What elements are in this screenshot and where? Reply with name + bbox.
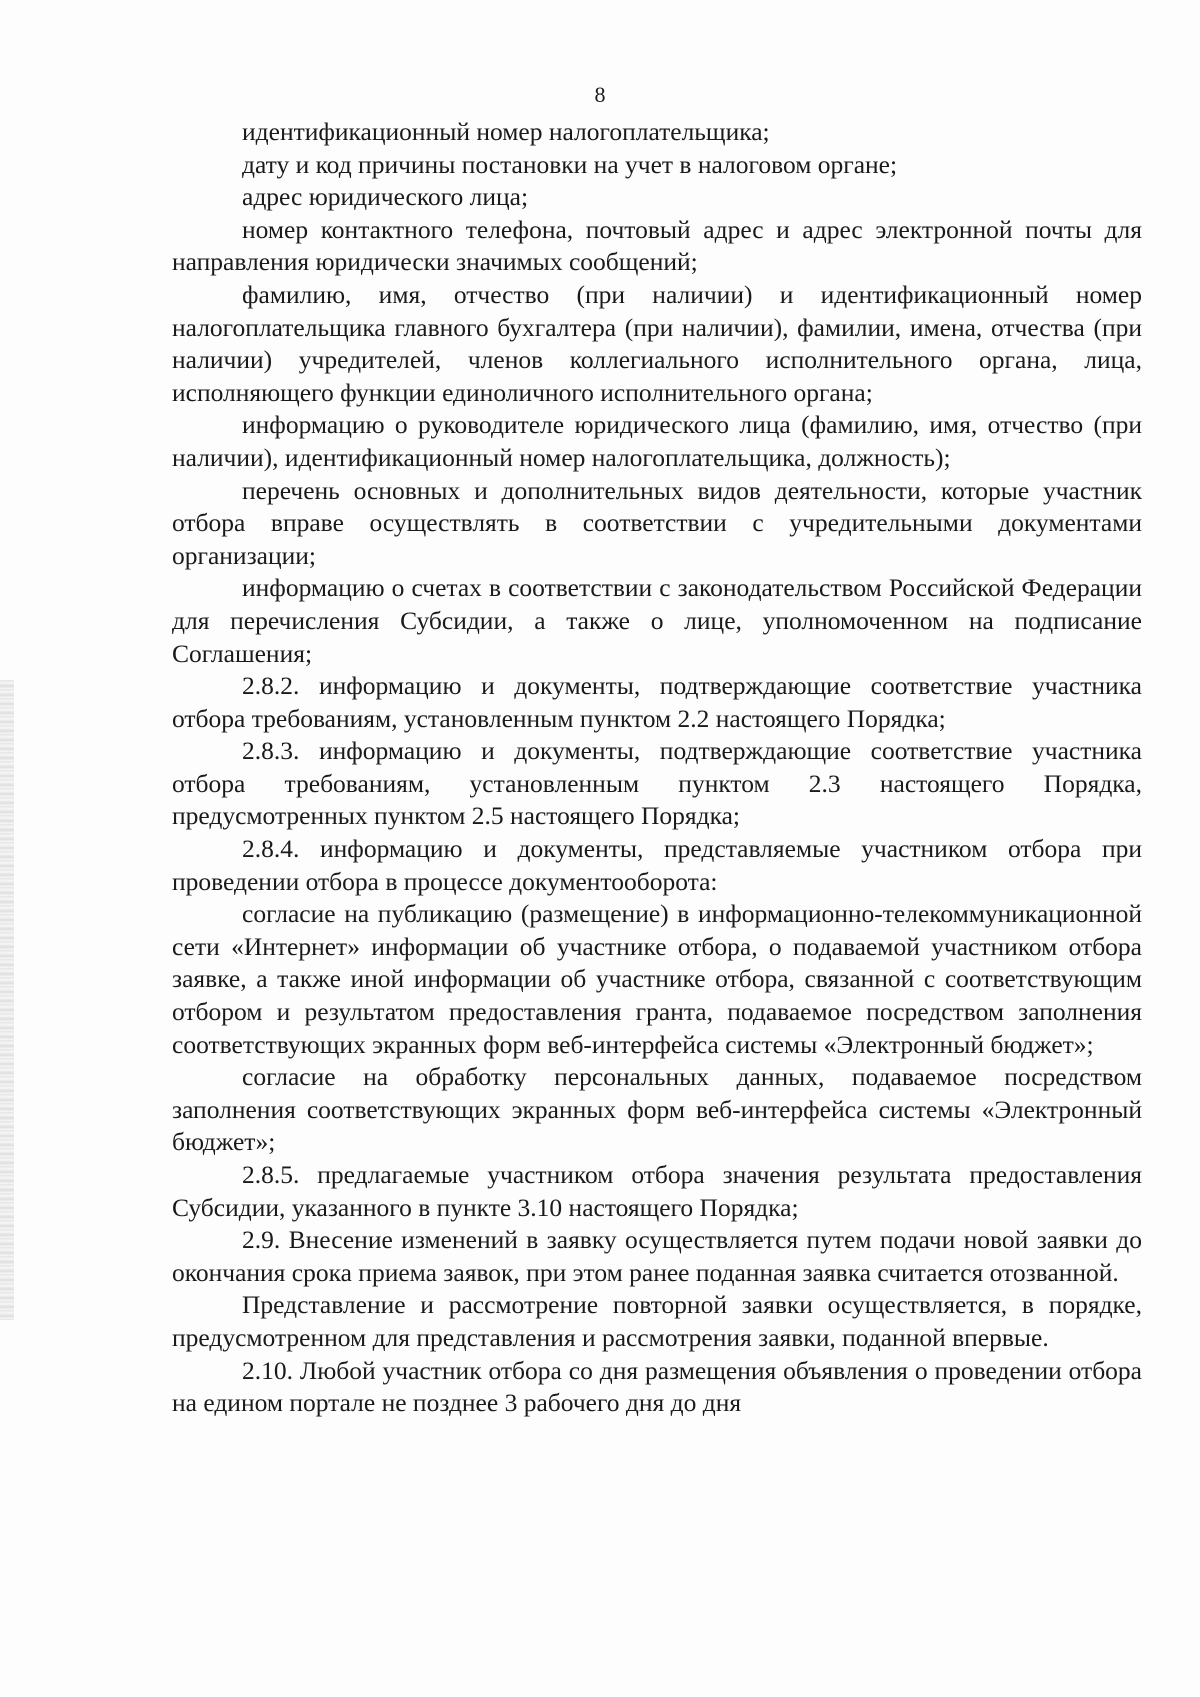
paragraph-2-8-5: 2.8.5. предлагаемые участником отбора значения результата предоставления Субсидии, указанного в пункте 3.10 настоящего Порядка;: [172, 1160, 1142, 1222]
paragraph-legal-address: адрес юридического лица;: [242, 182, 529, 212]
page-number: 8: [594, 82, 606, 107]
paragraph-contacts: номер контактного телефона, почтовый адрес и адрес электронной почты для направления юридически значимых сообщений;: [172, 214, 1142, 277]
paragraph-2-8-4: 2.8.4. информацию и документы, представляемые участником отбора при проведении отбора в процессе документооборота:: [172, 834, 1142, 896]
paragraph-resubmission: Представление и рассмотрение повторной заявки осуществляется, в порядке, предусмотренном для представления и рассмотрения заявки, поданной впервые.: [172, 1290, 1142, 1352]
paragraph-accounts: информацию о счетах в соответствии с законодательством Российской Федерации для перечисления Субсидии, а также о лице, уполномоченном на подписание Соглашения;: [172, 573, 1142, 668]
paragraph-activities: перечень основных и дополнительных видов деятельности, которые участник отбора вправе осуществлять в соответствии с учредительными документами организации;: [172, 475, 1142, 570]
paragraph-2-9: 2.9. Внесение изменений в заявку осуществляется путем подачи новой заявки до окончания срока приема заявок, при этом ранее поданная заявка считается отозванной.: [172, 1225, 1142, 1287]
paragraph-2-8-2: 2.8.2. информацию и документы, подтверждающие соответствие участника отбора требованиям, установленным пунктом 2.2 настоящего Порядка;: [172, 671, 1142, 733]
paragraph-registration-date: дату и код причины постановки на учет в налоговом органе;: [242, 149, 898, 179]
paragraph-personal-data-consent: согласие на обработку персональных данных, подаваемое посредством заполнения соответствующих экранных форм веб-интерфейса системы «Электронный бюджет»;: [172, 1062, 1142, 1157]
paragraph-inn: идентификационный номер налогоплательщика;: [242, 117, 770, 146]
document-body: [172, 116, 1142, 1420]
paragraph-2-10: 2.10. Любой участник отбора со дня размещения объявления о проведении отбора на едином портале не позднее 3 рабочего дня до дня: [172, 1355, 1142, 1418]
paragraph-publication-consent: согласие на публикацию (размещение) в информационно-телекоммуникационной сети «Интернет» информации об участнике отбора, о подаваемой участником отбора заявке, а также иной информации об участнике отбора, связанной с соответствующим отбором и результатом предоставления гранта, подаваемое посредством заполнения соответствующих экранных форм веб-интерфейса системы «Электронный бюджет»;: [172, 899, 1142, 1059]
paragraph-head-info: информацию о руководителе юридического лица (фамилию, имя, отчество (при наличии), идентификационный номер налогоплательщика, должность);: [172, 410, 1142, 472]
paragraph-accountant-founders: фамилию, имя, отчество (при наличии) и идентификационный номер налогоплательщика главного бухгалтера (при наличии), фамилии, имена, отчества (при наличии) учредителей, членов коллегиального исполнительного органа, лица, исполняющего функции единоличного исполнительного органа;: [172, 279, 1142, 407]
paragraph-2-8-3: 2.8.3. информацию и документы, подтверждающие соответствие участника отбора требованиям, установленным пунктом 2.3 настоящего Порядка, предусмотренных пунктом 2.5 настоящего Порядка;: [172, 736, 1142, 831]
scan-edge-artifact: [0, 680, 14, 1320]
